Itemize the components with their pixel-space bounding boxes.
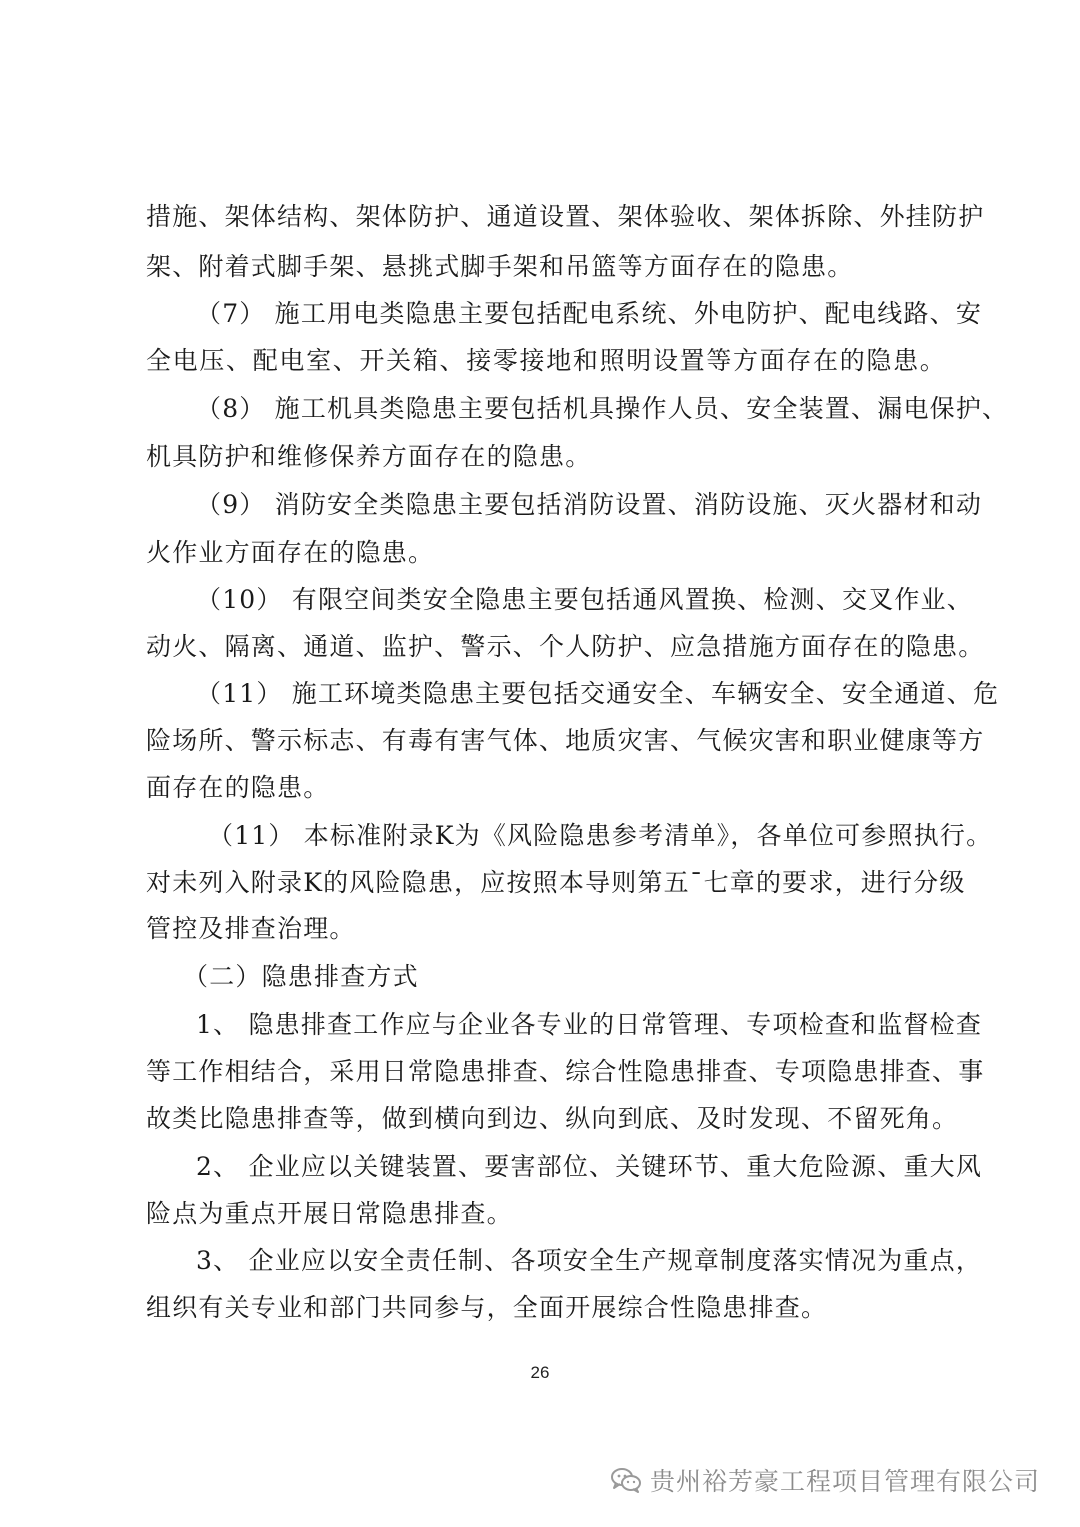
item-2-start: 2、 企业应以关键装置、要害部位、关键环节、重大危险源、重大风 — [196, 1152, 983, 1181]
text-line: 面存在的隐患。 — [146, 773, 330, 802]
watermark — [610, 1462, 1040, 1498]
paragraph-11-start: （11） 施工环境类隐患主要包括交通安全、车辆安全、安全通道、危 — [196, 679, 1000, 708]
paragraph-11b-start: （11） 本标准附录K为《风险隐患参考清单》，各单位可参照执行。 — [208, 821, 993, 850]
watermark-text: 贵州裕芳豪工程项目管理有限公司 — [650, 1467, 1041, 1496]
text-line: 险点为重点开展日常隐患排查。 — [146, 1199, 513, 1228]
paragraph-7-start: （7） 施工用电类隐患主要包括配电系统、外电防护、配电线路、安 — [196, 299, 983, 328]
wechat-icon — [610, 1466, 642, 1494]
text-line: 火作业方面存在的隐患。 — [146, 538, 435, 567]
text-line: 全电压、配电室、开关箱、接零接地和照明设置等方面存在的隐患。 — [146, 346, 946, 375]
page-number: 26 — [530, 1363, 550, 1382]
section-heading: （二）隐患排查方式 — [183, 962, 419, 991]
paragraph-10-start: （10） 有限空间类安全隐患主要包括通风置换、检测、交叉作业、 — [196, 585, 973, 614]
paragraph-9-start: （9） 消防安全类隐患主要包括消防设置、消防设施、灭火器材和动 — [196, 490, 983, 519]
text-line: 管控及排查治理。 — [146, 914, 356, 943]
item-3-start: 3、 企业应以安全责任制、各项安全生产规章制度落实情况为重点， — [196, 1246, 983, 1275]
text-line: 架、附着式脚手架、悬挑式脚手架和吊篮等方面存在的隐患。 — [146, 252, 854, 281]
text-line: 故类比隐患排查等，做到横向到边、纵向到底、及时发现、不留死角。 — [146, 1104, 959, 1133]
text-line: 险场所、警示标志、有毒有害气体、地质灾害、气候灾害和职业健康等方 — [146, 726, 985, 755]
text-line: 对未列入附录K的风险隐患，应按照本导则第五¯七章的要求，进行分级 — [146, 868, 966, 897]
text-line: 动火、隔离、通道、监护、警示、个人防护、应急措施方面存在的隐患。 — [146, 632, 985, 661]
item-1-start: 1、 隐患排查工作应与企业各专业的日常管理、专项检查和监督检查 — [196, 1010, 983, 1039]
text-line: 机具防护和维修保养方面存在的隐患。 — [146, 442, 592, 471]
text-line: 组织有关专业和部门共同参与，全面开展综合性隐患排查。 — [146, 1293, 828, 1322]
paragraph-8-start: （8） 施工机具类隐患主要包括机具操作人员、安全装置、漏电保护、 — [196, 394, 1009, 423]
text-line: 措施、架体结构、架体防护、通道设置、架体验收、架体拆除、外挂防护 — [146, 202, 985, 231]
text-line: 等工作相结合，采用日常隐患排查、综合性隐患排查、专项隐患排查、事 — [146, 1057, 985, 1086]
